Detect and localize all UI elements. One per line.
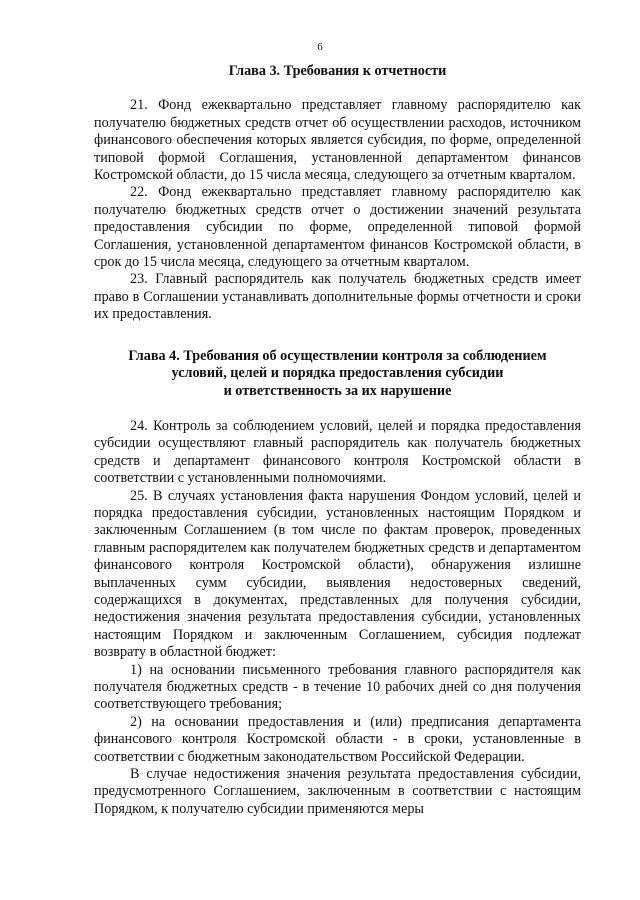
paragraph-25-continuation: В случае недостижения значения результата предоставления субсидии, предусмотренного Соглашением, заключенным в соответствии с настоящим Порядком, к получателю субсидии применяются меры <box>94 766 581 817</box>
chapter-4-heading-line-2: условий, целей и порядка предоставления субсидии <box>171 365 504 382</box>
paragraph-25-item-1: 1) на основании письменного требования главного распорядителя как получателя бюджетных средств - в течение 10 рабочих дней со дня получения соответствующего требования; <box>94 661 581 713</box>
paragraph-24: 24. Контроль за соблюдением условий, целей и порядка предоставления субсидии осуществляют главный распорядитель как получатель бюджетных средств и департамент финансового контроля Костромской области в соответствии с установленными полномочиями. <box>94 417 581 487</box>
paragraph-22: 22. Фонд ежеквартально представляет главному распорядителю как получателю бюджетных средств отчет о достижении значений результата предоставления субсидии по форме, определенной типовой формой Соглашения, установленной департаментом финансов Костромской области, в срок до 15 числа месяца, следующего за отчетным кварталом. <box>94 184 581 271</box>
paragraph-25: 25. В случаях установления факта нарушения Фондом условий, целей и порядка предоставления субсидии, установленных настоящим Порядком и заключенным Соглашением (в том числе по фактам проверок, проведенных главным распорядителем как получателем бюджетных средств и департаментом финансового контроля Костромской области), обнаружения излишне выплаченных сумм субсидии, выявления недостоверных сведений, содержащихся в документах, представленных для получения субсидии, недостижения значения результата предоставления субсидии, установленных настоящим Порядком и заключенным Соглашением, субсидия подлежат возврату в областной бюджет: <box>94 487 581 661</box>
paragraph-25-item-2: 2) на основании предоставления и (или) предписания департамента финансового контроля Костромской области - в сроки, установленные в соответствии с бюджетным законодательством Российской Федерации. <box>94 713 581 765</box>
paragraph-23: 23. Главный распорядитель как получатель бюджетных средств имеет право в Соглашении устанавливать дополнительные формы отчетности и сроки их предоставления. <box>94 271 581 323</box>
paragraph-21: 21. Фонд ежеквартально представляет главному распорядителю как получателю бюджетных средств отчет об осуществлении расходов, источником финансового обеспечения которых является субсидия, по форме, определенной типовой формой Соглашения, установленной департаментом финансов Костромской области, до 15 числа месяца, следующего за отчетным кварталом. <box>94 97 581 184</box>
chapter-4-heading-line-1: Глава 4. Требования об осуществлении контроля за соблюдением <box>128 347 547 364</box>
chapter-4-heading-line-3: и ответственность за их нарушение <box>223 382 452 399</box>
chapter-4-heading <box>94 348 581 400</box>
document-body <box>94 63 581 818</box>
page-number: 6 <box>317 41 323 53</box>
chapter-3-heading: Глава 3. Требования к отчетности <box>228 63 447 79</box>
